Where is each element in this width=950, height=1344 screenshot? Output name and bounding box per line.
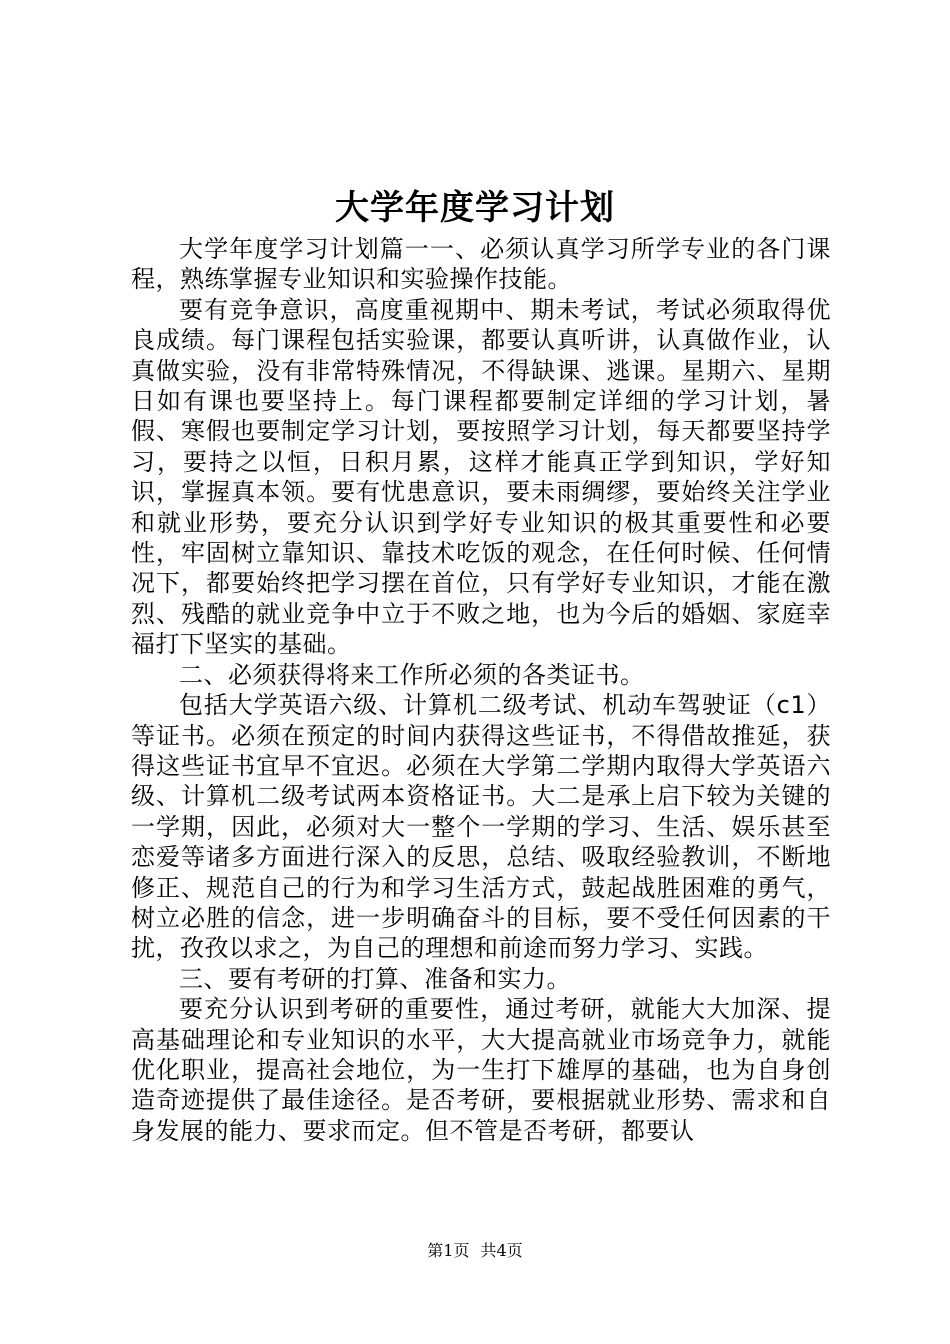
- paragraph: 大学年度学习计划篇一一、必须认真学习所学专业的各门课程，熟练掌握专业知识和实验操作技能。: [131, 235, 831, 294]
- paragraph: 二、必须获得将来工作所必须的各类证书。: [179, 660, 645, 689]
- paragraph: 三、要有考研的打算、准备和实力。: [179, 964, 571, 993]
- page-number: 第1页: [427, 1241, 470, 1260]
- page-footer: [0, 1240, 950, 1262]
- document-title: 大学年度学习计划: [335, 188, 615, 228]
- paragraph: 要充分认识到考研的重要性，通过考研，就能大大加深、提高基础理论和专业知识的水平，大大提高就业市场竞争力，就能优化职业，提高社会地位，为一生打下雄厚的基础，也为自身创造奇迹提供了最佳途径。是否考研，要根据就业形势、需求和自身发展的能力、要求而定。但不管是否考研，都要认: [131, 995, 831, 1145]
- paragraph: 包括大学英语六级、计算机二级考试、机动车驾驶证（c1）等证书。必须在预定的时间内获得这些证书，不得借故推延，获得这些证书宜早不宜迟。必须在大学第二学期内取得大学英语六级、计算机二级考试两本资格证书。大二是承上启下较为关键的一学期，因此，必须对大一整个一学期的学习、生活、娱乐甚至恋爱等诸多方面进行深入的反思，总结、吸取经验教训，不断地修正、规范自己的行为和学习生活方式，鼓起战胜困难的勇气，树立必胜的信念，进一步明确奋斗的目标，要不受任何因素的干扰，孜孜以求之，为自己的理想和前途而努力学习、实践。: [131, 691, 831, 963]
- paragraph: 要有竞争意识，高度重视期中、期未考试，考试必须取得优良成绩。每门课程包括实验课，都要认真听讲，认真做作业，认真做实验，没有非常特殊情况，不得缺课、逃课。星期六、星期日如有课也要坚持上。每门课程都要制定详细的学习计划，暑假、寒假也要制定学习计划，要按照学习计划，每天都要坚持学习，要持之以恒，日积月累，这样才能真正学到知识，学好知识，掌握真本领。要有忧患意识，要未雨绸缪，要始终关注学业和就业形势，要充分认识到学好专业知识的极其重要性和必要性，牢固树立靠知识、靠技术吃饭的观念，在任何时候、任何情况下，都要始终把学习摆在首位，只有学好专业知识，才能在激烈、残酷的就业竞争中立于不败之地，也为今后的婚姻、家庭幸福打下坚实的基础。: [131, 295, 831, 659]
- document-body: [131, 234, 831, 1146]
- page-total: 共4页: [480, 1241, 523, 1260]
